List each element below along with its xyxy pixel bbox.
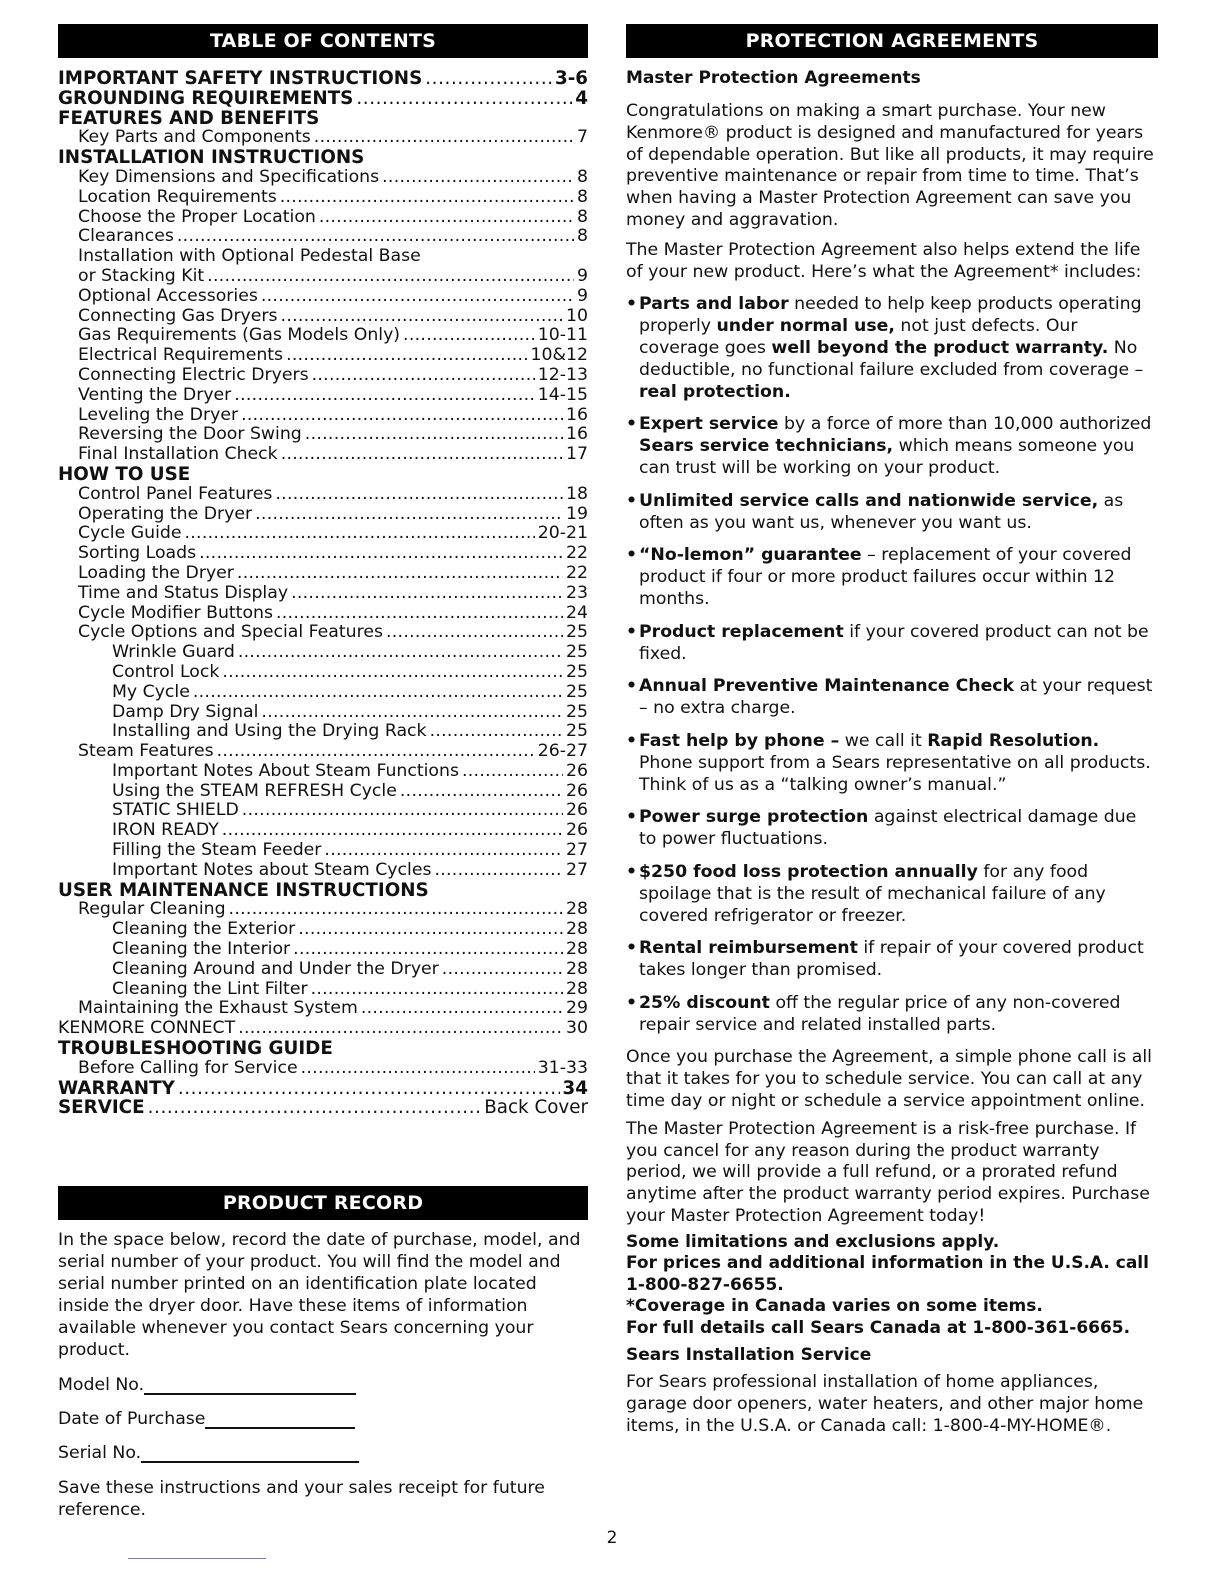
toc-entry-label: Electrical Requirements — [78, 345, 284, 366]
toc-entry-label: Wrinkle Guard — [112, 642, 235, 663]
right-column — [626, 24, 1158, 1438]
toc-leader-dots — [241, 406, 563, 426]
benefit-bold-text: Unlimited service calls and nationwide service, — [639, 490, 1099, 511]
toc-entry-page: 7 — [577, 127, 588, 148]
protection-benefit-item — [626, 731, 1158, 796]
toc-leader-dots — [301, 1059, 535, 1079]
toc-entry — [58, 940, 588, 960]
benefit-bold-text: Expert service — [639, 414, 779, 435]
benefit-bold-text: Power surge protection — [639, 807, 869, 828]
toc-entry-label: Optional Accessories — [78, 285, 258, 306]
toc-entry-label: Filling the Steam Feeder — [112, 840, 322, 861]
toc-entry-label: Important Notes about Steam Cycles — [112, 859, 432, 880]
toc-entry — [58, 762, 588, 782]
toc-entry — [58, 148, 588, 168]
benefit-text: if repair of your covered product takes longer than promised. — [639, 938, 1144, 981]
toc-entry — [58, 505, 588, 525]
toc-leader-dots — [193, 683, 563, 703]
toc-leader-dots — [425, 69, 552, 89]
toc-entry-label: Installation with Optional Pedestal Base — [78, 246, 421, 267]
toc-entry-page: 22 — [566, 543, 588, 564]
toc-entry-page: 16 — [566, 424, 588, 445]
model-number-label: Model No. — [58, 1375, 145, 1395]
toc-entry — [58, 128, 588, 148]
toc-entry-label: Leveling the Dryer — [78, 404, 239, 425]
toc-entry-page: 28 — [566, 978, 588, 999]
toc-entry-label: GROUNDING REQUIREMENTS — [58, 87, 354, 109]
toc-leader-dots — [305, 425, 563, 445]
toc-entry — [58, 366, 588, 386]
toc-entry-page: 31-33 — [537, 1057, 588, 1078]
toc-entry-page: 22 — [566, 562, 588, 583]
toc-entry — [58, 425, 588, 445]
toc-entry-page: 29 — [566, 998, 588, 1019]
toc-entry — [58, 881, 588, 901]
toc-entry-page: 12-13 — [537, 364, 588, 385]
us-prices-note: For prices and additional information in the U.S.A. call 1-800-827-6655. — [626, 1253, 1149, 1295]
toc-entry-label: INSTALLATION INSTRUCTIONS — [58, 147, 365, 169]
protection-banner: PROTECTION AGREEMENTS — [626, 24, 1158, 58]
toc-entry-label: Regular Cleaning — [78, 899, 226, 920]
toc-entry — [58, 604, 588, 624]
benefit-text: at your request – no extra charge. — [639, 676, 1153, 719]
toc-leader-dots — [361, 999, 563, 1019]
toc-banner: TABLE OF CONTENTS — [58, 24, 588, 58]
benefit-bold-text: Rental reimbursement — [639, 938, 858, 959]
toc-entry-label: Connecting Electric Dryers — [78, 364, 309, 385]
toc-entry-label: Cleaning Around and Under the Dryer — [112, 958, 439, 979]
toc-leader-dots — [281, 445, 563, 465]
toc-leader-dots — [386, 623, 563, 643]
toc-entry-label: or Stacking Kit — [78, 265, 205, 286]
table-of-contents — [58, 69, 588, 1118]
toc-entry-label: Maintaining the Exhaust System — [78, 998, 358, 1019]
installation-service-title: Sears Installation Service — [626, 1345, 872, 1366]
toc-entry-page: 25 — [566, 721, 588, 742]
toc-leader-dots — [237, 564, 563, 584]
benefit-bold-text: under normal use, — [716, 316, 895, 337]
toc-entry — [58, 861, 588, 881]
toc-leader-dots — [382, 168, 574, 188]
left-column — [58, 24, 588, 1520]
toc-entry-label: STATIC SHIELD — [112, 800, 239, 821]
toc-entry-page: 25 — [566, 701, 588, 722]
toc-entry — [58, 1079, 588, 1099]
toc-leader-dots — [280, 188, 574, 208]
toc-entry — [58, 524, 588, 544]
date-of-purchase-field[interactable] — [58, 1405, 588, 1429]
toc-entry-label: USER MAINTENANCE INSTRUCTIONS — [58, 879, 429, 901]
toc-entry-label: KENMORE CONNECT — [58, 1018, 236, 1039]
protection-benefit-item — [626, 622, 1158, 666]
toc-entry-label: Final Installation Check — [78, 444, 278, 465]
toc-entry — [58, 544, 588, 564]
toc-leader-dots — [242, 801, 563, 821]
benefit-text: Phone support from a Sears representative on all products. Think of us as a “talking owner’s manual.” — [639, 752, 1151, 795]
toc-entry-page: 26-27 — [537, 741, 588, 762]
toc-entry — [58, 406, 588, 426]
protection-benefit-item — [626, 545, 1158, 610]
product-record-footer: Save these instructions and your sales receipt for future reference. — [58, 1478, 545, 1520]
toc-entry-label: TROUBLESHOOTING GUIDE — [58, 1038, 333, 1060]
toc-leader-dots — [281, 307, 563, 327]
benefit-bold-text: $250 food loss protection annually — [639, 861, 978, 882]
toc-entry-label: Steam Features — [78, 741, 214, 762]
toc-entry — [58, 584, 588, 604]
toc-leader-dots — [442, 960, 563, 980]
protection-bold-notes — [626, 1232, 1158, 1340]
date-of-purchase-line[interactable] — [205, 1409, 355, 1429]
toc-entry-page: 10&12 — [530, 345, 588, 366]
toc-entry-label: Cycle Options and Special Features — [78, 622, 383, 643]
toc-leader-dots — [293, 940, 563, 960]
toc-entry — [58, 1039, 588, 1059]
toc-entry-page: 28 — [566, 958, 588, 979]
toc-entry — [58, 742, 588, 762]
product-record-banner: PRODUCT RECORD — [58, 1186, 588, 1220]
toc-leader-dots — [403, 326, 535, 346]
toc-leader-dots — [298, 920, 563, 940]
toc-entry-label: Installing and Using the Drying Rack — [112, 721, 427, 742]
toc-entry-page: 16 — [566, 404, 588, 425]
benefit-bold-text: real protection. — [639, 381, 791, 402]
toc-entry-label: FEATURES AND BENEFITS — [58, 107, 320, 129]
benefit-text: which means someone you can trust will be working on your product. — [639, 436, 1135, 478]
toc-entry-page: 14-15 — [537, 384, 588, 405]
toc-leader-dots — [261, 703, 563, 723]
toc-leader-dots — [324, 841, 563, 861]
toc-entry-page: 26 — [566, 760, 588, 781]
model-number-field[interactable] — [58, 1371, 588, 1395]
serial-number-label: Serial No. — [58, 1443, 142, 1463]
toc-entry-page: 8 — [577, 226, 588, 247]
toc-entry — [58, 999, 588, 1019]
benefit-text: No deductible, no functional failure excluded from coverage – — [639, 337, 1144, 380]
toc-entry-page: 8 — [577, 206, 588, 227]
toc-leader-dots — [286, 346, 527, 366]
toc-entry — [58, 722, 588, 742]
protection-benefit-item — [626, 938, 1158, 982]
toc-entry-label: Control Lock — [112, 661, 220, 682]
toc-entry-page: 25 — [566, 622, 588, 643]
toc-leader-dots — [462, 762, 563, 782]
toc-entry-label: Control Panel Features — [78, 483, 273, 504]
toc-entry-page: 28 — [566, 919, 588, 940]
toc-entry — [58, 1059, 588, 1079]
toc-entry-page: 23 — [566, 582, 588, 603]
toc-entry — [58, 485, 588, 505]
toc-entry — [58, 821, 588, 841]
protection-benefit-item — [626, 414, 1158, 479]
toc-leader-dots — [222, 821, 563, 841]
toc-entry — [58, 980, 588, 1000]
toc-entry-label: IRON READY — [112, 820, 219, 841]
toc-entry-page: 24 — [566, 602, 588, 623]
toc-entry-label: Loading the Dryer — [78, 562, 234, 583]
toc-entry-label: Clearances — [78, 226, 174, 247]
toc-entry-page: 8 — [577, 166, 588, 187]
benefit-bold-text: Parts and labor — [639, 294, 789, 315]
benefit-text: off the regular price of any non-covered repair service and related installed parts. — [639, 992, 1121, 1035]
toc-entry-label: SERVICE — [58, 1097, 145, 1119]
toc-leader-dots — [276, 604, 563, 624]
benefit-bold-text: Rapid Resolution. — [927, 730, 1100, 751]
canada-details-note: For full details call Sears Canada at 1-800-361-6665. — [626, 1317, 1131, 1338]
toc-entry — [58, 168, 588, 188]
toc-entry — [58, 109, 588, 129]
toc-entry-label: IMPORTANT SAFETY INSTRUCTIONS — [58, 68, 423, 89]
date-of-purchase-label: Date of Purchase — [58, 1409, 206, 1429]
toc-entry — [58, 623, 588, 643]
toc-entry — [58, 564, 588, 584]
toc-leader-dots — [199, 544, 563, 564]
toc-entry-page: Back Cover — [484, 1097, 588, 1119]
page-number: 2 — [606, 1528, 618, 1548]
toc-entry-label: Location Requirements — [78, 186, 277, 207]
toc-entry — [58, 208, 588, 228]
benefit-bold-text: Fast help by phone – — [639, 730, 840, 751]
toc-entry — [58, 703, 588, 723]
toc-entry-page: 10 — [566, 305, 588, 326]
product-record-section — [58, 1186, 588, 1521]
protection-intro-2: The Master Protection Agreement also helps extend the life of your new product. Here’s what the Agreement* includes: — [626, 239, 1142, 282]
benefit-text: needed to help keep products operating properly — [639, 294, 1142, 337]
toc-entry — [58, 643, 588, 663]
toc-entry — [58, 69, 588, 89]
toc-entry — [58, 900, 588, 920]
protection-benefit-item — [626, 491, 1158, 535]
toc-entry-page: 25 — [566, 642, 588, 663]
toc-leader-dots — [222, 663, 563, 683]
installation-service-text: For Sears professional installation of home appliances, garage door openers, water heaters, and other major home items, in the U.S.A. or Canada call: 1-800-4-MY-HOME®. — [626, 1372, 1144, 1436]
toc-entry-label: Key Parts and Components — [78, 127, 311, 148]
toc-entry-label: Venting the Dryer — [78, 384, 232, 405]
toc-entry-label: My Cycle — [112, 681, 190, 702]
benefit-bold-text: Product replacement — [639, 621, 844, 642]
toc-entry — [58, 801, 588, 821]
toc-entry — [58, 247, 588, 267]
protection-benefit-item — [626, 862, 1158, 927]
serial-number-field[interactable] — [58, 1439, 588, 1463]
protection-benefit-item — [626, 676, 1158, 720]
toc-entry — [58, 663, 588, 683]
toc-leader-dots — [178, 1079, 560, 1099]
toc-entry-page: 3-6 — [554, 68, 588, 89]
toc-entry-label: WARRANTY — [58, 1077, 175, 1099]
protection-after-1: Once you purchase the Agreement, a simple phone call is all that it takes for you to schedule service. You can call at any time day or night or schedule a service appointment online. — [626, 1047, 1152, 1112]
benefit-text: for any food spoilage that is the result of mechanical failure of any covered refrigerator or freezer. — [639, 861, 1106, 926]
serial-number-line[interactable] — [141, 1443, 359, 1463]
toc-entry-label: Connecting Gas Dryers — [78, 305, 278, 326]
toc-entry — [58, 1019, 588, 1039]
toc-entry-page: 27 — [566, 840, 588, 861]
limitations-note: Some limitations and exclusions apply. — [626, 1231, 1000, 1252]
toc-leader-dots — [217, 742, 535, 762]
protection-benefit-item — [626, 294, 1158, 403]
toc-entry-page: 34 — [562, 1077, 588, 1099]
toc-entry — [58, 683, 588, 703]
toc-leader-dots — [148, 1098, 482, 1118]
benefit-text: against electrical damage due to power fluctuations. — [639, 807, 1137, 850]
benefit-text: – replacement of your covered product if four or more product failures occur within 12 months. — [639, 545, 1132, 609]
toc-leader-dots — [434, 861, 563, 881]
toc-entry-page: 18 — [566, 483, 588, 504]
toc-entry-page: 20-21 — [537, 523, 588, 544]
toc-entry — [58, 188, 588, 208]
toc-entry — [58, 841, 588, 861]
toc-leader-dots — [238, 1019, 563, 1039]
toc-entry — [58, 386, 588, 406]
toc-entry-label: Damp Dry Signal — [112, 701, 259, 722]
toc-leader-dots — [312, 366, 535, 386]
toc-leader-dots — [207, 267, 574, 287]
toc-leader-dots — [275, 485, 563, 505]
toc-leader-dots — [314, 128, 574, 148]
toc-entry-page: 9 — [577, 265, 588, 286]
protection-after-2: The Master Protection Agreement is a risk-free purchase. If you cancel for any reason during the product warranty period, we will provide a full refund, or a prorated refund anytime after the product warranty period expires. Purchase your Master Protection Agreement today! — [626, 1118, 1150, 1227]
toc-entry-page: 26 — [566, 800, 588, 821]
toc-leader-dots — [184, 524, 534, 544]
benefit-bold-text: “No-lemon” guarantee — [639, 545, 862, 566]
toc-entry-page: 9 — [577, 285, 588, 306]
product-record-intro: In the space below, record the date of purchase, model, and serial number of your product. You will find the model and serial number printed on an identification plate located inside the dryer door. Have these items of information available whenever you contact Sears concerning your product. — [58, 1230, 581, 1360]
toc-entry-page: 8 — [577, 186, 588, 207]
toc-entry — [58, 782, 588, 802]
model-number-line[interactable] — [144, 1375, 356, 1395]
toc-entry-label: Cycle Modifier Buttons — [78, 602, 273, 623]
toc-leader-dots — [319, 208, 574, 228]
benefit-text: we call it — [839, 730, 928, 751]
toc-entry-label: Operating the Dryer — [78, 503, 253, 524]
toc-leader-dots — [356, 89, 572, 109]
toc-entry-page: 4 — [575, 87, 588, 109]
toc-leader-dots — [311, 980, 563, 1000]
toc-entry-label: Cleaning the Interior — [112, 939, 291, 960]
protection-subtitle: Master Protection Agreements — [626, 68, 921, 88]
toc-entry-page: 28 — [566, 899, 588, 920]
toc-entry — [58, 346, 588, 366]
toc-leader-dots — [261, 287, 574, 307]
toc-leader-dots — [229, 900, 563, 920]
toc-entry — [58, 89, 588, 109]
toc-entry-label: Before Calling for Service — [78, 1057, 298, 1078]
toc-leader-dots — [238, 643, 563, 663]
toc-entry-label: Key Dimensions and Specifications — [78, 166, 380, 187]
benefit-text: by a force of more than 10,000 authorized — [778, 414, 1152, 435]
toc-entry — [58, 326, 588, 346]
protection-benefit-item — [626, 807, 1158, 851]
toc-leader-dots — [430, 722, 563, 742]
toc-entry — [58, 920, 588, 940]
protection-benefits-list — [626, 294, 1158, 1036]
benefit-text: not just defects. Our coverage goes — [639, 316, 1078, 358]
toc-entry-label: Cycle Guide — [78, 523, 182, 544]
toc-entry-label: Cleaning the Exterior — [112, 919, 296, 940]
protection-intro-1: Congratulations on making a smart purchase. Your new Kenmore® product is designed and manufactured for years of dependable operation. But like all products, it may require preventive maintenance or repair from time to time. That’s when having a Master Protection Agreement can save you money and aggravation. — [626, 101, 1154, 230]
toc-entry-label: HOW TO USE — [58, 463, 191, 485]
toc-entry — [58, 227, 588, 247]
toc-entry-label: Reversing the Door Swing — [78, 424, 302, 445]
benefit-bold-text: Sears service technicians, — [639, 436, 894, 457]
toc-entry — [58, 960, 588, 980]
toc-entry-label: Choose the Proper Location — [78, 206, 316, 227]
canada-coverage-note: *Coverage in Canada varies on some items. — [626, 1296, 1043, 1317]
toc-entry — [58, 267, 588, 287]
toc-leader-dots — [234, 386, 534, 406]
toc-entry-page: 30 — [566, 1018, 588, 1039]
toc-entry-label: Sorting Loads — [78, 543, 197, 564]
toc-entry-page: 26 — [566, 780, 588, 801]
toc-leader-dots — [400, 782, 563, 802]
toc-leader-dots — [177, 227, 574, 247]
toc-entry-page: 26 — [566, 820, 588, 841]
toc-entry — [58, 1098, 588, 1118]
toc-entry-page: 19 — [566, 503, 588, 524]
toc-entry-page: 10-11 — [537, 325, 588, 346]
benefit-text: if your covered product can not be fixed. — [639, 621, 1149, 664]
toc-entry-label: Using the STEAM REFRESH Cycle — [112, 780, 397, 801]
toc-entry-label: Time and Status Display — [78, 582, 289, 603]
toc-entry-page: 25 — [566, 661, 588, 682]
toc-entry — [58, 465, 588, 485]
toc-leader-dots — [255, 505, 563, 525]
benefit-bold-text: well beyond the product warranty. — [771, 337, 1109, 358]
toc-entry — [58, 287, 588, 307]
toc-entry-page: 17 — [566, 444, 588, 465]
footer-rule — [128, 1558, 266, 1559]
toc-entry — [58, 445, 588, 465]
toc-entry-page: 27 — [566, 859, 588, 880]
benefit-bold-text: Annual Preventive Maintenance Check — [639, 676, 1015, 697]
toc-entry-label: Cleaning the Lint Filter — [112, 978, 308, 999]
benefit-text: as often as you want us, whenever you want us. — [639, 490, 1124, 533]
toc-entry-label: Important Notes About Steam Functions — [112, 760, 459, 781]
benefit-bold-text: 25% discount — [639, 992, 770, 1013]
toc-entry-label: Gas Requirements (Gas Models Only) — [78, 325, 401, 346]
toc-entry — [58, 307, 588, 327]
toc-entry-page: 25 — [566, 681, 588, 702]
toc-leader-dots — [291, 584, 563, 604]
toc-entry-page: 28 — [566, 939, 588, 960]
protection-benefit-item — [626, 993, 1158, 1037]
